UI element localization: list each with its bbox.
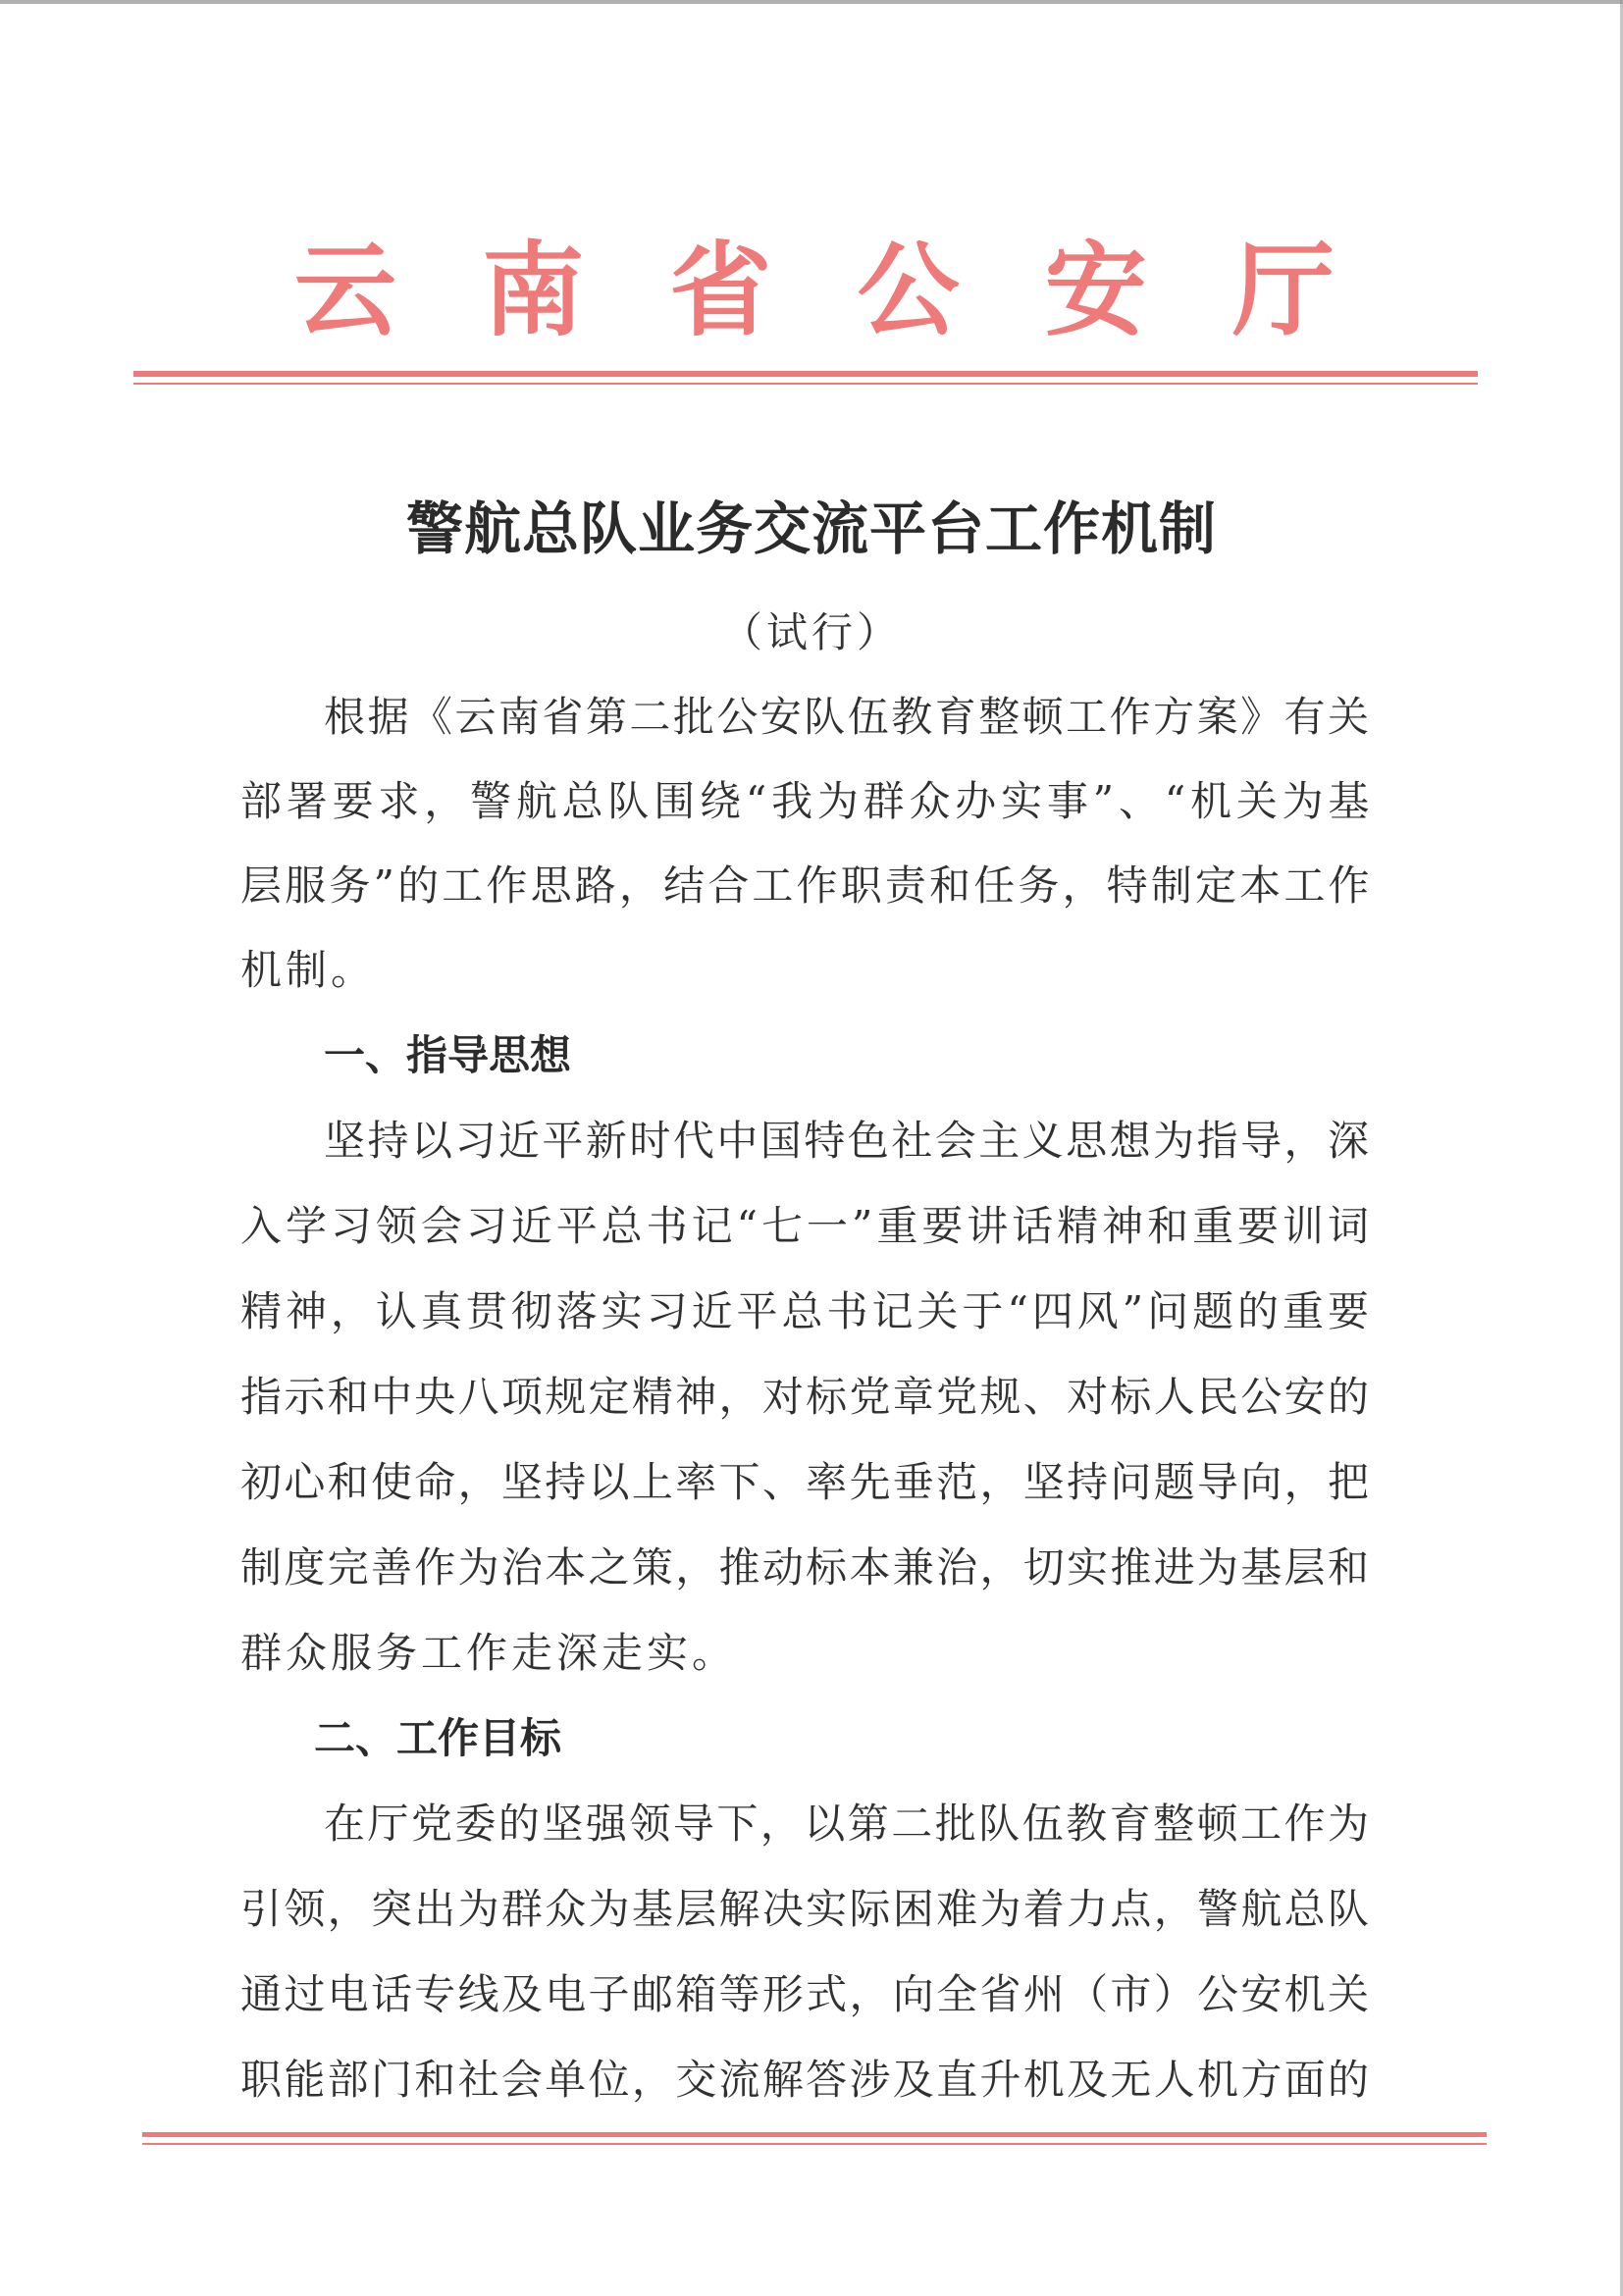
masthead-char: 厅 — [1231, 230, 1335, 350]
footer-rule-thin — [142, 2143, 1487, 2145]
masthead-rule-thin — [133, 383, 1478, 385]
masthead-char: 南 — [482, 230, 585, 350]
masthead-char: 公 — [857, 230, 960, 350]
section-heading-1: 一、指导思想 — [324, 1031, 572, 1079]
document-subtitle: （试行） — [720, 608, 902, 656]
intro-line: 层服务”的工作思路，结合工作职责和任务，特制定本工作 — [240, 861, 1373, 910]
section2-line: 在厅党委的坚强领导下，以第二批队伍教育整顿工作为 — [324, 1800, 1372, 1848]
document-title: 警航总队业务交流平台工作机制 — [405, 496, 1217, 562]
masthead-char: 省 — [669, 230, 772, 350]
section1-line: 精神，认真贯彻落实习近平总书记关于“四风”问题的重要 — [240, 1287, 1373, 1335]
section1-line: 坚持以习近平新时代中国特色社会主义思想为指导，深 — [324, 1117, 1372, 1165]
masthead-char: 安 — [1044, 230, 1147, 350]
intro-line: 机制。 — [240, 946, 377, 994]
section2-line: 通过电话专线及电子邮箱等形式，向全省州（市）公安机关 — [240, 1970, 1372, 2018]
section1-line: 制度完善作为治本之策，推动标本兼治，切实推进为基层和 — [240, 1543, 1372, 1592]
footer-rule-thick — [142, 2132, 1487, 2137]
section2-line: 引领，突出为群众为基层解决实际困难为着力点，警航总队 — [240, 1885, 1372, 1933]
section1-line: 入学习领会习近平总书记“七一”重要讲话精神和重要训词 — [240, 1202, 1373, 1250]
section1-line: 初心和使命，坚持以上率下、率先垂范，坚持问题导向，把 — [240, 1458, 1372, 1506]
masthead-char: 云 — [294, 230, 397, 350]
section2-line: 职能部门和社会单位，交流解答涉及直升机及无人机方面的 — [240, 2056, 1372, 2104]
scan-edge-top — [0, 0, 1623, 4]
intro-line: 根据《云南省第二批公安队伍教育整顿工作方案》有关 — [324, 693, 1372, 741]
section-heading-2: 二、工作目标 — [314, 1714, 562, 1762]
section1-line: 群众服务工作走深走实。 — [240, 1629, 738, 1677]
intro-line: 部署要求，警航总队围绕“我为群众办实事”、“机关为基 — [240, 777, 1375, 825]
section1-line: 指示和中央八项规定精神，对标党章党规、对标人民公安的 — [240, 1373, 1372, 1421]
masthead-rule-thick — [133, 371, 1478, 377]
masthead — [294, 232, 1335, 349]
